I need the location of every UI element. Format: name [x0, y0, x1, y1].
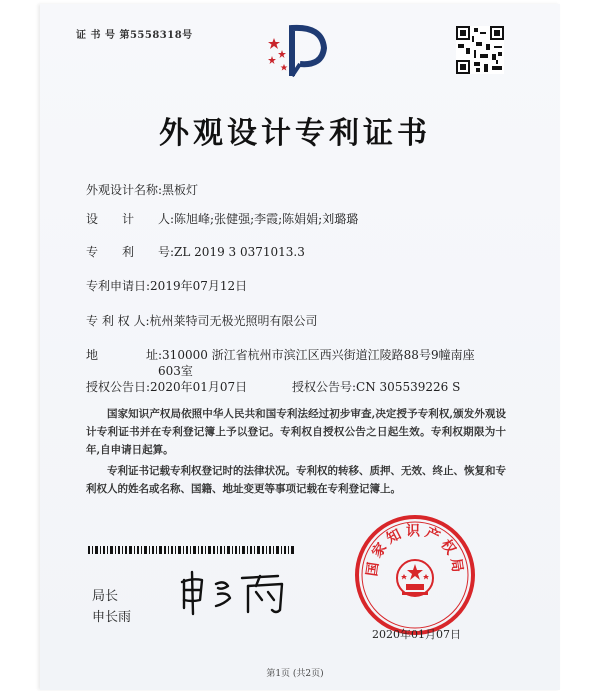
- barcode-icon: [88, 546, 294, 554]
- patent-number-row: [86, 243, 305, 260]
- seal-text: 国家知识产权局: [364, 523, 466, 578]
- grant-date-value: 2020年01月07日: [150, 380, 248, 394]
- address-label: 地 址:: [86, 348, 163, 362]
- designer-row: [86, 210, 358, 227]
- handwritten-signature: [178, 570, 296, 616]
- patentee-row: [86, 312, 318, 329]
- design-name-row: [86, 181, 198, 198]
- legal-text-2: 专利证书记载专利权登记时的法律状况。专利权的转移、质押、无效、终止、恢复和专利权人的姓名或名称、国籍、地址变更等事项记载在专利登记簿上。: [86, 465, 506, 495]
- seal-date: 2020年01月07日: [372, 628, 461, 641]
- grant-date-label: 授权公告日:: [86, 380, 151, 394]
- cnipa-emblem-icon: [262, 20, 332, 82]
- certificate-number: 证 书 号 第5558318号: [76, 30, 193, 41]
- address-line-2: 603室: [158, 364, 193, 378]
- legal-paragraph-2: [86, 462, 506, 498]
- design-name-value: 黑板灯: [162, 183, 199, 197]
- grant-date-row: [86, 378, 247, 395]
- patent-number-value: ZL 2019 3 0371013.3: [174, 245, 305, 259]
- qr-code-icon: [456, 26, 504, 74]
- address-value: 310000 浙江省杭州市滨江区西兴街道江陵路88号9幢南座: [162, 348, 475, 362]
- patent-number-label: 专 利 号:: [86, 245, 175, 259]
- grant-number-row: [292, 378, 460, 395]
- grant-number-label: 授权公告号:: [292, 380, 357, 394]
- filing-date-value: 2019年07月12日: [150, 279, 248, 293]
- page-footer: 第1页 (共2页): [266, 669, 324, 679]
- filing-date-label: 专利申请日:: [86, 279, 151, 293]
- designer-value: 陈旭峰;张健强;李霞;陈娟娟;刘璐璐: [174, 212, 359, 226]
- director-title: 局长: [92, 589, 119, 604]
- address-row: [86, 346, 475, 363]
- designer-label: 设 计 人:: [86, 212, 175, 226]
- legal-text-1: 国家知识产权局依照中华人民共和国专利法经过初步审查,决定授予专利权,颁发外观设计专利证书并在专利登记簿上予以登记。专利权自授权公告之日起生效。专利权期限为十年,自申请日起算。: [86, 408, 506, 456]
- filing-date-row: [86, 277, 247, 294]
- official-seal: [352, 512, 478, 638]
- patentee-label: 专 利 权 人:: [86, 314, 150, 328]
- design-name-label: 外观设计名称:: [86, 183, 163, 197]
- grant-number-value: CN 305539226 S: [356, 380, 461, 394]
- document-title: 外观设计专利证书: [159, 116, 431, 151]
- director-name: 申长雨: [92, 610, 132, 625]
- legal-paragraph-1: [86, 405, 506, 459]
- patentee-value: 杭州莱特司无极光照明有限公司: [149, 314, 318, 328]
